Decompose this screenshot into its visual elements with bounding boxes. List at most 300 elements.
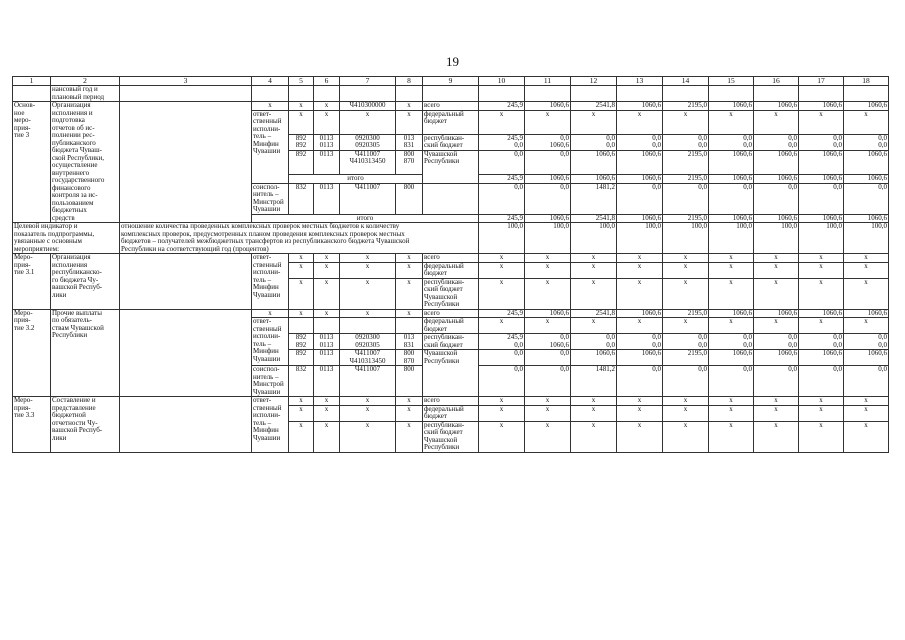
table-cell: x <box>663 110 709 134</box>
table-cell: Ч411007 <box>340 366 396 397</box>
table-cell <box>571 86 617 102</box>
table-cell: x <box>663 278 709 309</box>
table-cell: x <box>314 262 340 278</box>
table-cell: 1060,6 <box>754 350 799 366</box>
column-number: 18 <box>844 77 889 86</box>
column-number: 5 <box>289 77 314 86</box>
table-cell: 1060,6 <box>617 350 663 366</box>
table-cell: 1060,6 <box>709 350 754 366</box>
table-cell: x <box>314 110 340 134</box>
table-cell: 1060,6 <box>844 214 889 223</box>
table-cell: x <box>709 110 754 134</box>
table-row <box>13 102 889 111</box>
table-cell: x <box>754 254 799 263</box>
column-number: 7 <box>340 77 396 86</box>
table-cell: 1060,6 <box>799 214 844 223</box>
table-cell: 013 831 <box>396 334 423 350</box>
table-cell: x <box>479 262 525 278</box>
table-cell: x <box>617 318 663 334</box>
table-cell: Основ- ное меро- прия- тие 3 <box>13 102 51 223</box>
table-cell: x <box>396 397 423 406</box>
table-cell: 1060,6 <box>525 309 571 318</box>
table-cell: 0,0 <box>799 366 844 397</box>
table-cell: x <box>525 421 571 452</box>
table-cell: 1060,6 <box>709 102 754 111</box>
table-cell: x <box>396 262 423 278</box>
table-cell: всего <box>423 397 479 406</box>
table-cell: x <box>289 262 314 278</box>
table-cell: x <box>314 397 340 406</box>
table-cell: 1060,6 <box>754 150 799 174</box>
table-cell: всего <box>423 254 479 263</box>
table-cell <box>799 86 844 102</box>
table-cell <box>120 309 252 397</box>
table-cell: 0113 <box>314 366 340 397</box>
table-cell: 1060,6 <box>844 175 889 184</box>
table-cell: x <box>754 318 799 334</box>
table-cell: x <box>252 102 289 111</box>
table-cell: 0,0 0,0 <box>709 334 754 350</box>
table-cell: 800 <box>396 366 423 397</box>
table-cell: x <box>799 397 844 406</box>
table-cell <box>13 86 51 102</box>
table-row <box>13 86 889 102</box>
table-cell: x <box>340 397 396 406</box>
table-cell: Меро- прия- тие 3.3 <box>13 397 51 453</box>
table-cell: 0,0 <box>525 183 571 214</box>
table-cell: 2195,0 <box>663 175 709 184</box>
table-cell: 1060,6 <box>709 309 754 318</box>
table-row <box>13 309 889 318</box>
table-cell: 0,0 <box>617 183 663 214</box>
table-cell: 1060,6 <box>844 102 889 111</box>
table-cell: 2195,0 <box>663 350 709 366</box>
table-cell: x <box>396 405 423 421</box>
table-cell <box>479 86 525 102</box>
page-number: 19 <box>446 54 459 69</box>
table-cell: 0113 <box>314 350 340 366</box>
table-cell: 0,0 <box>479 150 525 174</box>
table-cell: x <box>754 262 799 278</box>
table-cell: x <box>844 421 889 452</box>
table-cell: 1060,6 <box>799 102 844 111</box>
table-cell: x <box>289 405 314 421</box>
table-cell: 1060,6 <box>617 102 663 111</box>
table-row <box>13 223 889 254</box>
table-cell: 2541,8 <box>571 102 617 111</box>
table-cell: 0,0 <box>663 366 709 397</box>
table-cell: x <box>617 262 663 278</box>
column-number: 14 <box>663 77 709 86</box>
table-cell: x <box>525 397 571 406</box>
table-cell <box>120 397 252 453</box>
table-cell: 0,0 1060,6 <box>525 334 571 350</box>
table-cell: ответ- ственный исполни- тель – Минфин Чувашии <box>252 397 289 453</box>
table-cell: x <box>617 110 663 134</box>
table-cell: x <box>844 262 889 278</box>
table-cell: отношение количества проведенных комплексных проверок местных бюджетов к количеству комплексных проверок, предусмотренных планом проведения комплексных проверок местных бюджетов – получателей межбюджетных трансфертов из республиканского бюджета Чувашской Республики на соответствующий год (процентов) <box>120 223 479 254</box>
table-cell: x <box>617 278 663 309</box>
table-cell: 800 <box>396 183 423 214</box>
table-cell: 0113 <box>314 183 340 214</box>
table-cell: 892 892 <box>289 334 314 350</box>
column-number: 8 <box>396 77 423 86</box>
table-cell: x <box>844 110 889 134</box>
table-cell: 1060,6 <box>617 214 663 223</box>
table-cell: x <box>314 102 340 111</box>
table-cell: x <box>479 405 525 421</box>
table-cell: всего <box>423 309 479 318</box>
table-cell: 013 831 <box>396 134 423 150</box>
table-cell <box>340 318 396 334</box>
table-cell: 1060,6 <box>617 175 663 184</box>
table-cell: 1060,6 <box>799 309 844 318</box>
table-cell: x <box>479 397 525 406</box>
table-cell: x <box>663 405 709 421</box>
column-number: 9 <box>423 77 479 86</box>
table-cell: 1060,6 <box>799 175 844 184</box>
table-cell: x <box>844 278 889 309</box>
table-cell: x <box>340 421 396 452</box>
table-cell: Целевой индикатор и показатель подпрограммы, увязанные с основным мероприятием: <box>13 223 120 254</box>
table-cell: x <box>525 278 571 309</box>
table-cell: Организация исполнения республиканско- го бюджета Чу- вашской Респуб- лики <box>51 254 120 310</box>
table-cell: x <box>396 102 423 111</box>
table-cell: Ч411007 Ч410313450 <box>340 350 396 366</box>
table-cell <box>289 318 314 334</box>
table-cell: 2195,0 <box>663 309 709 318</box>
table-cell: x <box>571 405 617 421</box>
table-cell <box>120 86 252 102</box>
table-cell: x <box>396 421 423 452</box>
table-cell: 892 <box>289 350 314 366</box>
table-cell: 892 <box>289 150 314 174</box>
table-cell: x <box>663 254 709 263</box>
table-cell: 1060,6 <box>571 150 617 174</box>
table-cell: 0113 0113 <box>314 134 340 150</box>
table-cell <box>314 318 340 334</box>
table-cell: x <box>314 421 340 452</box>
table-cell: x <box>314 309 340 318</box>
table-cell: x <box>396 110 423 134</box>
column-number: 10 <box>479 77 525 86</box>
table-cell: Чувашской Республики <box>423 150 479 183</box>
table-cell: 245,9 <box>479 309 525 318</box>
table-cell: 0,0 0,0 <box>617 334 663 350</box>
table-cell: 1060,6 <box>799 350 844 366</box>
table-cell: республикан- ский бюджет Чувашской Республики <box>423 421 479 452</box>
table-cell: x <box>799 262 844 278</box>
table-cell: 1060,6 <box>571 350 617 366</box>
table-cell: 0,0 0,0 <box>709 134 754 150</box>
table-cell: 1060,6 <box>525 175 571 184</box>
column-number: 15 <box>709 77 754 86</box>
table-cell: 1481,2 <box>571 183 617 214</box>
table-cell: x <box>799 110 844 134</box>
table-cell: 245,9 0,0 <box>479 334 525 350</box>
table-cell: нансовый год и плановый период <box>51 86 120 102</box>
table-cell: 832 <box>289 183 314 214</box>
table-cell: 0,0 0,0 <box>617 134 663 150</box>
table-cell: 245,9 0,0 <box>479 134 525 150</box>
table-cell: x <box>314 254 340 263</box>
table-cell: итого <box>289 175 423 184</box>
table-cell: 0,0 <box>844 366 889 397</box>
table-cell: 0113 <box>314 150 340 174</box>
table-cell: x <box>709 421 754 452</box>
table-cell: 1060,6 <box>754 309 799 318</box>
table-cell: x <box>314 278 340 309</box>
column-number: 6 <box>314 77 340 86</box>
table-cell: Чувашской Республики <box>423 350 479 397</box>
table-cell: x <box>663 421 709 452</box>
table-cell: 0,0 0,0 <box>844 134 889 150</box>
table-cell: 245,9 <box>479 175 525 184</box>
table-cell: x <box>340 309 396 318</box>
table-cell: 0,0 0,0 <box>663 334 709 350</box>
table-cell: x <box>709 405 754 421</box>
table-cell: 0,0 1060,6 <box>525 134 571 150</box>
table-cell: 800 870 <box>396 350 423 366</box>
table-cell: 0,0 0,0 <box>754 134 799 150</box>
table-cell: x <box>571 254 617 263</box>
table-cell: x <box>571 421 617 452</box>
table-cell: 1060,6 <box>709 150 754 174</box>
table-cell: 0,0 <box>709 183 754 214</box>
table-cell: x <box>754 421 799 452</box>
table-cell: x <box>289 397 314 406</box>
table-cell: 100,0 <box>663 223 709 254</box>
table-cell: x <box>617 421 663 452</box>
table-cell <box>396 318 423 334</box>
table-cell: федеральный бюджет <box>423 262 479 278</box>
table-cell <box>396 86 423 102</box>
table-cell: x <box>289 110 314 134</box>
table-cell <box>120 254 252 310</box>
table-cell: 0,0 0,0 <box>663 134 709 150</box>
table-cell: x <box>799 421 844 452</box>
table-cell: x <box>754 397 799 406</box>
table-cell: 100,0 <box>844 223 889 254</box>
table-cell: x <box>525 254 571 263</box>
table-cell: 0,0 <box>525 150 571 174</box>
table-cell: Прочие выплаты по обязатель- ствам Чувашской Республики <box>51 309 120 397</box>
table-cell: 100,0 <box>525 223 571 254</box>
table-cell: 892 892 <box>289 134 314 150</box>
table-cell: x <box>754 405 799 421</box>
table-cell: x <box>314 405 340 421</box>
table-cell: 1481,2 <box>571 366 617 397</box>
header-row <box>13 77 889 86</box>
table-cell: x <box>340 262 396 278</box>
table-cell: 100,0 <box>799 223 844 254</box>
table-cell: x <box>525 110 571 134</box>
table-cell: x <box>479 110 525 134</box>
table-cell <box>525 86 571 102</box>
table-cell: Ч411007 Ч410313450 <box>340 150 396 174</box>
table-cell: x <box>289 421 314 452</box>
column-number: 4 <box>252 77 289 86</box>
table-cell: x <box>709 254 754 263</box>
table-cell: x <box>340 254 396 263</box>
table-cell: 1060,6 <box>844 350 889 366</box>
table-cell <box>423 183 479 214</box>
table-cell <box>709 86 754 102</box>
table-cell: 1060,6 <box>754 214 799 223</box>
table-cell: 100,0 <box>479 223 525 254</box>
table-cell: 0,0 0,0 <box>571 134 617 150</box>
table-cell: ответ- ственный исполни- тель – Минфин Чувашии <box>252 318 289 366</box>
table-cell <box>844 86 889 102</box>
table-cell: 2195,0 <box>663 102 709 111</box>
table-cell <box>617 86 663 102</box>
table-cell: 2541,8 <box>571 309 617 318</box>
table-cell: 100,0 <box>617 223 663 254</box>
table-cell: x <box>571 397 617 406</box>
table-cell: x <box>709 397 754 406</box>
table-cell <box>423 86 479 102</box>
table-cell: 245,9 <box>479 102 525 111</box>
table-cell: x <box>252 309 289 318</box>
table-cell: 0,0 <box>844 183 889 214</box>
table-cell: x <box>799 318 844 334</box>
table-cell: 2195,0 <box>663 150 709 174</box>
table-cell: x <box>663 318 709 334</box>
table-cell: 100,0 <box>754 223 799 254</box>
table-cell: 1060,6 <box>754 102 799 111</box>
table-cell: 1060,6 <box>709 175 754 184</box>
table-cell: 1060,6 <box>617 150 663 174</box>
column-number: 12 <box>571 77 617 86</box>
table-cell: x <box>571 110 617 134</box>
table-cell: x <box>479 278 525 309</box>
table-cell: 0,0 <box>479 366 525 397</box>
table-cell: 1060,6 <box>799 150 844 174</box>
table-cell: 0,0 <box>479 350 525 366</box>
table-cell: Составление и представление бюджетной отчетности Чу- вашской Респуб- лики <box>51 397 120 453</box>
table-cell: 0,0 0,0 <box>754 334 799 350</box>
column-number: 13 <box>617 77 663 86</box>
table-cell: x <box>289 278 314 309</box>
table-cell: 0,0 <box>479 183 525 214</box>
table-cell: 0,0 <box>709 366 754 397</box>
table-cell: x <box>340 110 396 134</box>
table-cell: всего <box>423 102 479 111</box>
table-cell: 1060,6 <box>617 309 663 318</box>
table-cell: ответ- ственный исполни- тель – Минфин Чувашии <box>252 254 289 310</box>
table-cell: итого <box>252 214 479 223</box>
table-cell: x <box>844 397 889 406</box>
column-number: 16 <box>754 77 799 86</box>
table-row <box>13 397 889 406</box>
table-cell: x <box>340 278 396 309</box>
table-cell: x <box>525 405 571 421</box>
table-cell: 0,0 <box>663 183 709 214</box>
table-cell: 800 870 <box>396 150 423 174</box>
table-cell: x <box>754 278 799 309</box>
column-number: 11 <box>525 77 571 86</box>
table-cell: x <box>617 254 663 263</box>
table-cell: 1060,6 <box>844 309 889 318</box>
budget-table <box>12 76 889 453</box>
column-number: 3 <box>120 77 252 86</box>
table-cell: x <box>525 318 571 334</box>
table-cell <box>289 86 314 102</box>
table-cell: x <box>571 278 617 309</box>
table-cell <box>754 86 799 102</box>
table-cell: 0920300 0920305 <box>340 134 396 150</box>
table-cell: x <box>525 262 571 278</box>
table-cell: x <box>396 278 423 309</box>
table-cell: x <box>709 262 754 278</box>
table-cell: x <box>709 318 754 334</box>
table-cell: 100,0 <box>571 223 617 254</box>
table-cell: x <box>799 405 844 421</box>
table-cell: 0,0 <box>525 366 571 397</box>
table-cell: x <box>617 397 663 406</box>
table-cell: x <box>289 102 314 111</box>
table-cell: 2541,8 <box>571 214 617 223</box>
table-cell: x <box>479 318 525 334</box>
table-cell: Организация исполнения и подготовка отчетов об ис- полнении рес- публиканского бюджета Чуваш- ской Республики, осуществление внутреннего государственного финансового контроля за ис- пользованием бюджетных средств <box>51 102 120 223</box>
table-cell: x <box>663 397 709 406</box>
table-cell: x <box>844 254 889 263</box>
table-cell: Меро- прия- тие 3.2 <box>13 309 51 397</box>
table-cell: 0920300 0920305 <box>340 334 396 350</box>
table-cell: соиспол- нитель – Минстрой Чувашии <box>252 366 289 397</box>
table-cell: x <box>799 254 844 263</box>
table-cell: 2195,0 <box>663 214 709 223</box>
table-cell: 1060,6 <box>754 175 799 184</box>
table-cell: 1060,6 <box>571 175 617 184</box>
table-cell: x <box>289 254 314 263</box>
table-cell: x <box>663 262 709 278</box>
table-cell: 1060,6 <box>709 214 754 223</box>
table-cell: Ч410300000 <box>340 102 396 111</box>
table-cell <box>340 86 396 102</box>
table-cell: x <box>754 110 799 134</box>
table-cell: Меро- прия- тие 3.1 <box>13 254 51 310</box>
table-cell <box>314 86 340 102</box>
table-cell: x <box>289 309 314 318</box>
table-row <box>13 254 889 263</box>
table-cell: 0,0 <box>617 366 663 397</box>
table-cell: Ч411007 <box>340 183 396 214</box>
table-cell <box>663 86 709 102</box>
table-cell <box>252 86 289 102</box>
table-cell: 245,9 <box>479 214 525 223</box>
table-cell <box>120 102 252 223</box>
table-cell: федеральный бюджет <box>423 110 479 134</box>
table-cell: x <box>396 309 423 318</box>
column-number: 1 <box>13 77 51 86</box>
table-cell: x <box>617 405 663 421</box>
table-cell: 1060,6 <box>525 102 571 111</box>
table-cell: 0,0 0,0 <box>799 134 844 150</box>
table-cell: 100,0 <box>709 223 754 254</box>
table-cell: x <box>571 318 617 334</box>
table-cell: ответ- ственный исполни- тель – Минфин Чувашии <box>252 110 289 183</box>
table-cell: федеральный бюджет <box>423 318 479 334</box>
table-cell: x <box>479 254 525 263</box>
table-cell: соиспол- нитель – Минстрой Чувашии <box>252 183 289 214</box>
table-cell: 0,0 0,0 <box>571 334 617 350</box>
table-cell: x <box>799 278 844 309</box>
table-cell: x <box>709 278 754 309</box>
table-cell: республикан- ский бюджет <box>423 134 479 150</box>
table-cell: x <box>844 318 889 334</box>
table-body <box>13 77 889 453</box>
